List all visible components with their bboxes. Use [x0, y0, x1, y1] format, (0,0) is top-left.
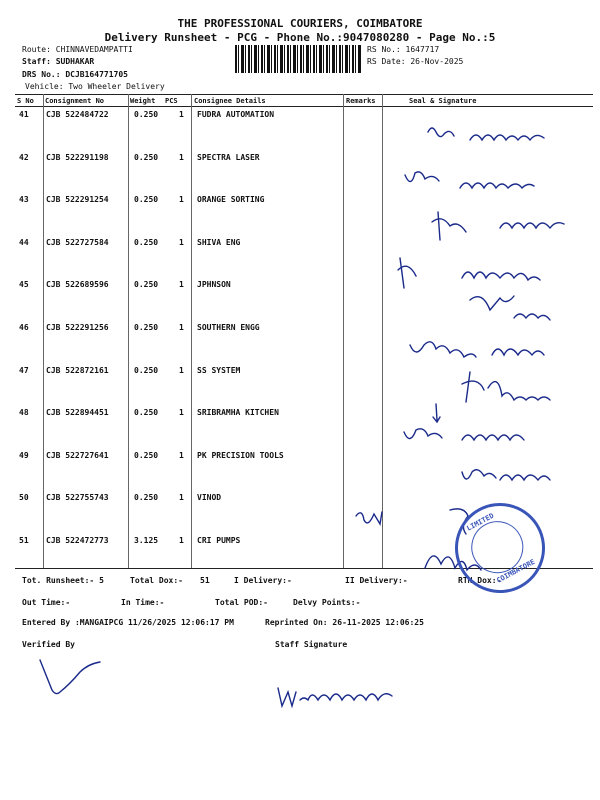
total-dox-label: Total Dox:-	[130, 576, 183, 585]
signature-44	[398, 258, 540, 288]
signature-46a	[470, 296, 550, 320]
rs-date: RS Date: 26-Nov-2025	[367, 57, 464, 66]
col-consignment: Consignment No	[45, 97, 105, 105]
row-pcs: 1	[179, 451, 184, 460]
row-consignee: SRIBRAMHA KITCHEN	[197, 408, 279, 417]
row-consignment: CJB 522472773	[46, 536, 109, 545]
row-pcs: 1	[179, 195, 184, 204]
row-consignment: CJB 522484722	[46, 110, 109, 119]
row-consignment: CJB 522291256	[46, 323, 109, 332]
out-time: Out Time:-	[22, 598, 71, 607]
row-pcs: 1	[179, 153, 184, 162]
row-consignee: PK PRECISION TOOLS	[197, 451, 284, 460]
row-weight: 0.250	[134, 110, 159, 119]
delvy-points: Delvy Points:-	[293, 598, 361, 607]
signature-47	[410, 342, 544, 357]
col-sno: S No	[17, 97, 34, 105]
row-weight: 3.125	[134, 536, 159, 545]
row-consignment: CJB 522291198	[46, 153, 109, 162]
row-pcs: 1	[179, 366, 184, 375]
col-weight: Weight	[130, 97, 156, 105]
row-consignee: VINOD	[197, 493, 222, 502]
signature-50	[462, 470, 550, 480]
row-consignment: CJB 522894451	[46, 408, 109, 417]
row-weight: 0.250	[134, 451, 159, 460]
row-consignee: SHIVA ENG	[197, 238, 241, 247]
row-sno: 41	[19, 110, 29, 119]
staff-label: Staff: SUDHAKAR	[22, 57, 95, 66]
row-consignee: SS SYSTEM	[197, 366, 241, 375]
row-consignee: JPHNSON	[197, 280, 231, 289]
row-pcs: 1	[179, 238, 184, 247]
staff-signature-label: Staff Signature	[275, 640, 348, 649]
row-pcs: 1	[179, 110, 184, 119]
row-consignment: CJB 522755743	[46, 493, 109, 502]
row-consignment: CJB 522689596	[46, 280, 109, 289]
row-weight: 0.250	[134, 153, 159, 162]
signature-48-mark	[433, 404, 440, 422]
signature-49	[404, 429, 524, 440]
signature-48	[462, 372, 550, 402]
signature-43	[432, 212, 564, 240]
row-weight: 0.250	[134, 323, 159, 332]
total-dox-value: 51	[200, 576, 210, 585]
i-delivery: I Delivery:-	[234, 576, 292, 585]
runsheet-title: Delivery Runsheet - PCG - Phone No.:9047080280 - Page No.:5	[104, 31, 496, 44]
rtn-dox: RTN Dox:-	[458, 576, 502, 585]
col-pcs: PCS	[165, 97, 178, 105]
stamp-text-top: LIMITED	[465, 511, 496, 533]
row-sno: 51	[19, 536, 29, 545]
route-label: Route: CHINNAVEDAMPATTI	[22, 45, 133, 54]
total-pod: Total POD:-	[215, 598, 268, 607]
row-consignment: CJB 522291254	[46, 195, 109, 204]
drs-number: DRS No.: DCJB164771705	[22, 70, 128, 79]
row-sno: 42	[19, 153, 29, 162]
signature-41	[428, 128, 544, 140]
rs-number: RS No.: 1647717	[367, 45, 440, 54]
stamp-text-bottom: COIMBATORE	[495, 557, 537, 585]
row-pcs: 1	[179, 408, 184, 417]
row-sno: 43	[19, 195, 29, 204]
verified-by: Verified By	[22, 640, 75, 649]
company-title: THE PROFESSIONAL COURIERS, COIMBATORE	[177, 17, 423, 30]
row-weight: 0.250	[134, 408, 159, 417]
row-pcs: 1	[179, 280, 184, 289]
row-weight: 0.250	[134, 280, 159, 289]
row-sno: 50	[19, 493, 29, 502]
col-seal: Seal & Signature	[409, 97, 477, 105]
row-consignee: SOUTHERN ENGG	[197, 323, 260, 332]
col-consignee: Consignee Details	[194, 97, 266, 105]
ii-delivery: II Delivery:-	[345, 576, 408, 585]
row-consignee: FUDRA AUTOMATION	[197, 110, 275, 119]
row-weight: 0.250	[134, 366, 159, 375]
row-pcs: 1	[179, 323, 184, 332]
verifier-signature	[40, 660, 100, 694]
tot-runsheet: Tot. Runsheet:- 5	[22, 576, 104, 585]
row-consignment: CJB 522727641	[46, 451, 109, 460]
reprinted-on: Reprinted On: 26-11-2025 12:06:25	[265, 618, 424, 627]
row-sno: 44	[19, 238, 29, 247]
row-sno: 45	[19, 280, 29, 289]
row-sno: 48	[19, 408, 29, 417]
row-pcs: 1	[179, 493, 184, 502]
staff-handwritten-signature	[278, 688, 392, 706]
signature-42	[405, 172, 534, 188]
row-pcs: 1	[179, 536, 184, 545]
row-sno: 47	[19, 366, 29, 375]
row-weight: 0.250	[134, 195, 159, 204]
col-remarks: Remarks	[346, 97, 376, 105]
row-consignment: CJB 522727584	[46, 238, 109, 247]
row-consignee: CRI PUMPS	[197, 536, 241, 545]
row-consignee: ORANGE SORTING	[197, 195, 265, 204]
row-weight: 0.250	[134, 238, 159, 247]
row-sno: 49	[19, 451, 29, 460]
row-weight: 0.250	[134, 493, 159, 502]
row-consignee: SPECTRA LASER	[197, 153, 260, 162]
vehicle-label: Vehicle: Two Wheeler Delivery	[25, 82, 165, 91]
row-sno: 46	[19, 323, 29, 332]
row-consignment: CJB 522872161	[46, 366, 109, 375]
entered-by: Entered By :MANGAIPCG 11/26/2025 12:06:17 PM	[22, 618, 234, 627]
in-time: In Time:-	[121, 598, 165, 607]
